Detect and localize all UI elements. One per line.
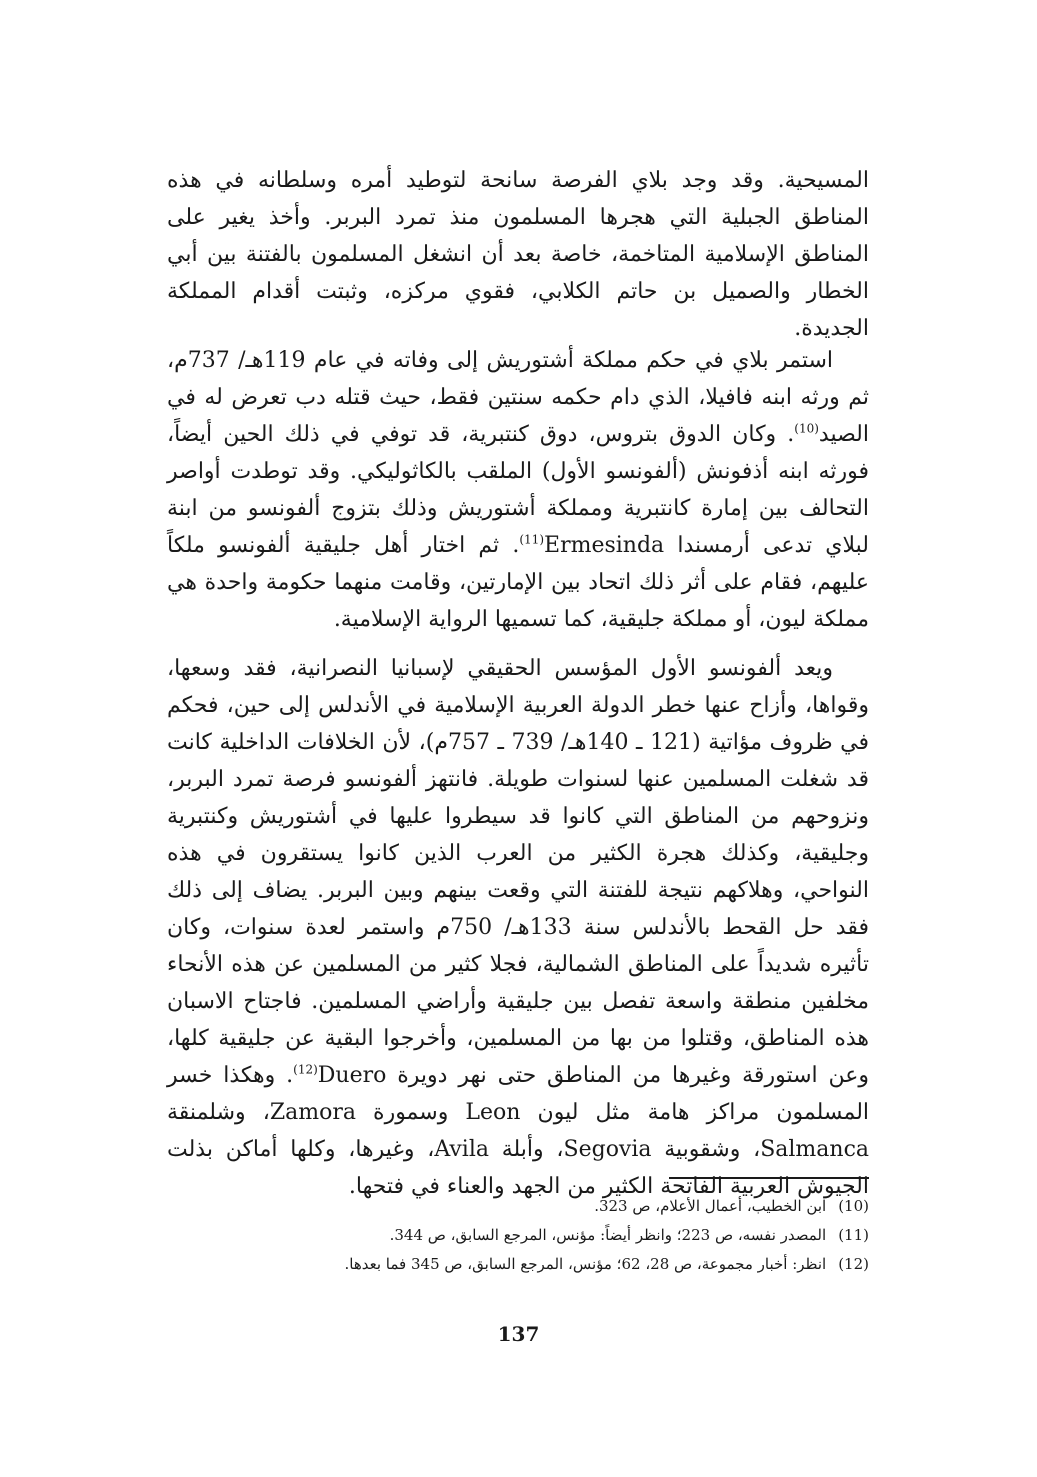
latin-term-duero: Duero	[317, 1063, 387, 1088]
latin-term-leon: Leon	[465, 1100, 521, 1125]
footnote-text: المصدر نفسه، ص 223؛ وانظر أيضاً: مؤنس، المرجع السابق، ص 344.	[389, 1226, 827, 1244]
paragraph-2-text-a: استمر بلاي في حكم مملكة أشتوريش إلى وفاته في عام 119هـ/ 737م، ثم ورثه ابنه فافيلا، الذي دام حكمه سنتين فقط، حيث قتله دب تعرض له في الصيد	[167, 348, 869, 447]
footnote-ref-11[interactable]: (11)	[519, 532, 545, 547]
footnotes	[167, 1192, 869, 1279]
latin-term-avila: Avila	[434, 1137, 489, 1162]
footnote-12	[167, 1250, 869, 1279]
paragraph-3	[167, 650, 869, 1205]
paragraph-3-text-c: وسمورة	[355, 1100, 466, 1125]
footnote-divider	[669, 1177, 869, 1179]
latin-term-salmanca: Salmanca	[760, 1137, 870, 1162]
paragraph-3-text-b: . وهكذا خسر المسلمون مراكز هامة مثل ليون	[167, 1063, 870, 1125]
footnote-10	[167, 1192, 869, 1221]
paragraph-2-text-b: . وكان الدوق بتروس، دوق كنتبرية، قد توفي في ذلك الحين أيضاً، فورثه ابنه أذفونش (ألفونسو الأول) الملقب بالكاثوليكي. وقد توطدت أواصر التحالف بين إمارة كانتبرية ومملكة أشتوريش وذلك بتزوج ألفونسو من ابنة لبلاي تدعى أرمسندا	[167, 422, 869, 558]
paragraph-3-text-a: ويعد ألفونسو الأول المؤسس الحقيقي لإسبانيا النصرانية، فقد وسعها، وقواها، وأزاح عنها خطر الدولة العربية الإسلامية في الأندلس إلى حين، فحكم في ظروف مؤاتية (121 ـ 140هـ/ 739 ـ 757م)، لأن الخلافات الداخلية كانت قد شغلت المسلمين عنها لسنوات طويلة. فانتهز ألفونسو فرصة تمرد البربر، ونزوحهم من المناطق التي كانوا قد سيطروا عليها في أشتوريش وكنتبرية وجليقية، وكذلك هجرة الكثير من العرب الذين كانوا يستقرون في هذه النواحي، وهلاكهم نتيجة للفتنة التي وقعت بينهم وبين البربر. يضاف إلى ذلك فقد حل القحط بالأندلس سنة 133هـ/ 750م واستمر لعدة سنوات، وكان تأثيره شديداً على المناطق الشمالية، فجلا كثير من المسلمين عن هذه الأنحاء مخلفين منطقة واسعة تفصل بين جليقية وأراضي المسلمين. فاجتاح الاسبان هذه المناطق، وقتلوا من بها من المسلمين، وأخرجوا البقية عن جليقية كلها، وعن استورقة وغيرها من المناطق حتى نهر دويرة	[167, 656, 870, 1088]
footnote-11	[167, 1221, 869, 1250]
footnote-number: (12)	[838, 1255, 869, 1273]
footnote-text: انظر: أخبار مجموعة، ص 28، 62؛ مؤنس، المرجع السابق، ص 345 فما بعدها.	[344, 1255, 827, 1273]
latin-term-zamora: Zamora	[269, 1100, 356, 1125]
paragraph-1	[167, 162, 869, 347]
paragraph-3-text-e: ، وشقوبية	[651, 1137, 761, 1162]
paragraph-2-text-c: . ثم اختار أهل جليقية ألفونسو ملكاً عليهم، فقام على أثر ذلك اتحاد بين الإمارتين، وقامت منهما حكومة واحدة هي مملكة ليون، أو مملكة جليقية، كما تسميها الرواية الإسلامية.	[167, 533, 869, 632]
latin-term-ermesinda: Ermesinda	[544, 533, 665, 558]
paragraph-3-text-g: ، وغيرها، وكلها أماكن بذلت الجيوش العربية الفاتحة الكثير من الجهد والعناء في فتحها.	[167, 1137, 869, 1199]
footnote-ref-10[interactable]: (10)	[794, 421, 819, 436]
footnote-number: (10)	[838, 1197, 869, 1215]
latin-term-segovia: Segovia	[563, 1137, 652, 1162]
paragraph-3-text-f: ، وأبلة	[489, 1137, 564, 1162]
footnote-ref-12[interactable]: (12)	[293, 1062, 318, 1077]
paragraph-1-text: المسيحية. وقد وجد بلاي الفرصة سانحة لتوطيد أمره وسلطانه في هذه المناطق الجبلية التي هجرها المسلمون منذ تمرد البربر. وأخذ يغير على المناطق الإسلامية المتاخمة، خاصة بعد أن انشغل المسلمون بالفتنة بين أبي الخطار والصميل بن حاتم الكلابي، فقوي مركزه، وثبتت أقدام المملكة الجديدة.	[167, 168, 869, 341]
footnote-number: (11)	[838, 1226, 869, 1244]
paragraph-3-text-d: ، وشلمنقة	[167, 1100, 270, 1125]
page-number: 137	[497, 1322, 540, 1346]
footnote-text: ابن الخطيب، أعمال الأعلام، ص 323.	[594, 1197, 827, 1215]
paragraph-2	[167, 342, 869, 638]
